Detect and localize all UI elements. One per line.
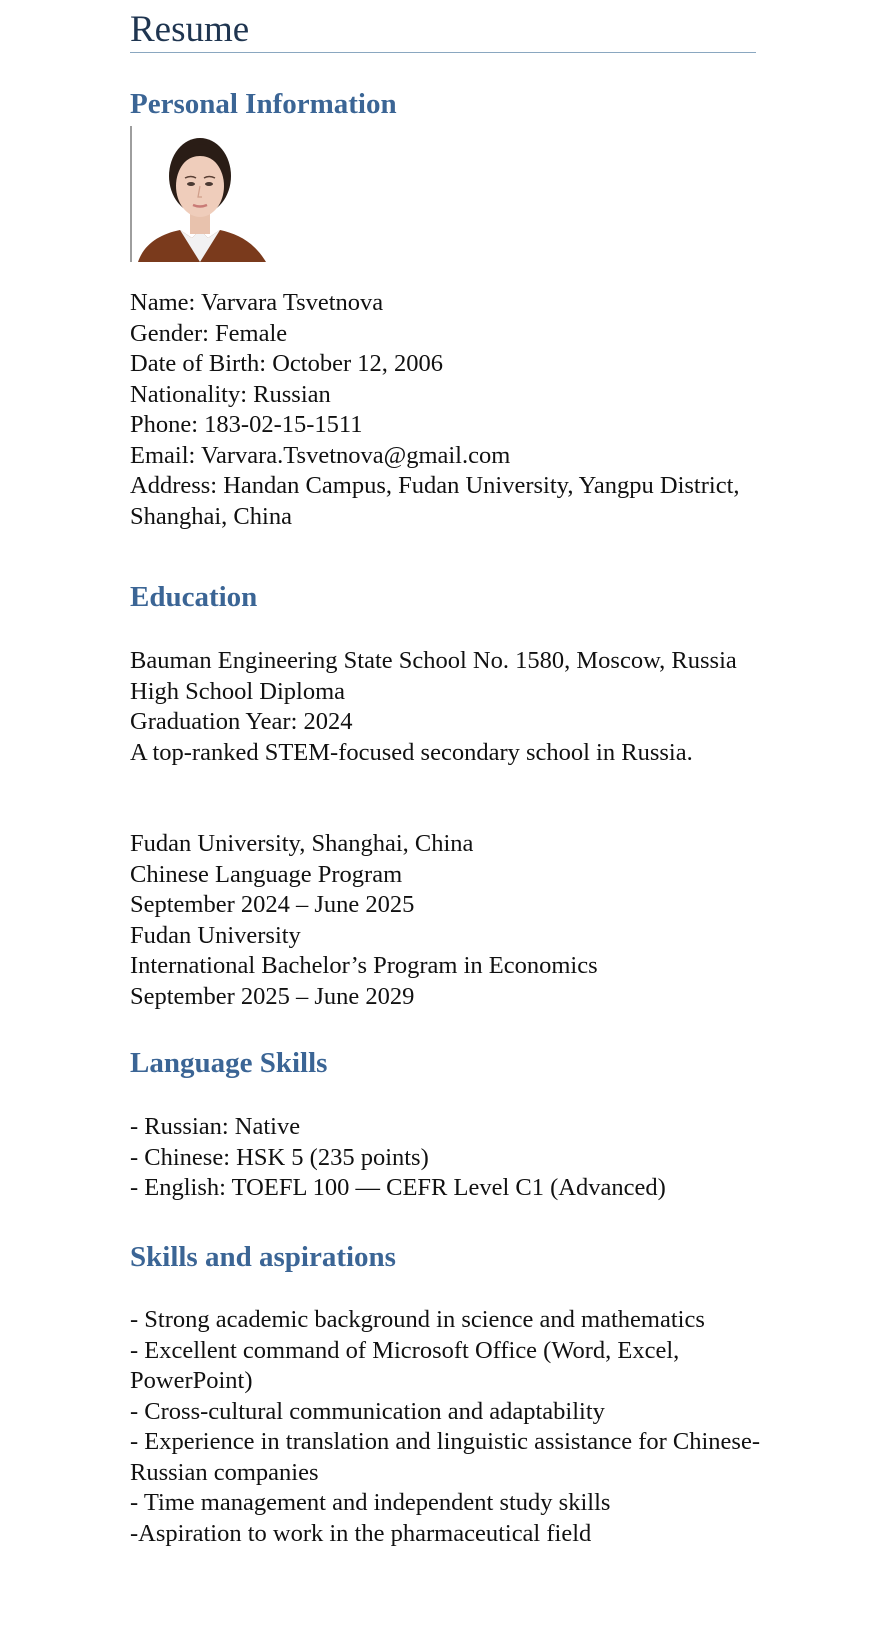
school-description: A top-ranked STEM-focused secondary school in Russia.: [130, 738, 693, 766]
address-line: Address: Handan Campus, Fudan University, Yangpu District, Shanghai, China: [130, 472, 740, 530]
school-graduation: Graduation Year: 2024: [130, 708, 353, 735]
personal-info-heading: Personal Information: [130, 88, 397, 120]
language-item: - English: TOEFL 100 — CEFR Level C1 (Advanced): [130, 1174, 666, 1201]
language-item: - Chinese: HSK 5 (235 points): [130, 1143, 429, 1171]
skills-list: [130, 1305, 760, 1549]
university-name-2: Fudan University: [130, 921, 301, 949]
skill-item: - Cross-cultural communication and adaptability: [130, 1397, 605, 1425]
language-item: - Russian: Native: [130, 1113, 301, 1140]
school-degree: High School Diploma: [130, 677, 346, 705]
skill-item: -Aspiration to work in the pharmaceutical field: [130, 1519, 592, 1547]
university-period-1: September 2024 – June 2025: [130, 891, 415, 918]
personal-details: [130, 288, 760, 532]
language-list: [130, 1112, 760, 1204]
name-line: Name: Varvara Tsvetnova: [130, 289, 384, 316]
email-line: Email: Varvara.Tsvetnova@gmail.com: [130, 441, 511, 469]
skill-item: - Time management and independent study skills: [130, 1489, 611, 1516]
university-period-2: September 2025 – June 2029: [130, 982, 415, 1010]
skill-item: - Excellent command of Microsoft Office (Word, Excel, PowerPoint): [130, 1336, 680, 1394]
education-university: [130, 829, 760, 1012]
phone-line: Phone: 183-02-15-1511: [130, 411, 363, 438]
education-heading: Education: [130, 581, 258, 613]
school-name: Bauman Engineering State School No. 1580, Moscow, Russia: [130, 647, 737, 674]
nationality-line: Nationality: Russian: [130, 380, 331, 408]
gender-line: Gender: Female: [130, 319, 288, 347]
university-program-1: Chinese Language Program: [130, 860, 403, 888]
document-title: Resume: [130, 9, 250, 50]
skill-item: - Strong academic background in science and mathematics: [130, 1306, 705, 1333]
education-school: [130, 646, 760, 768]
skills-heading: Skills and aspirations: [130, 1241, 396, 1273]
university-name: Fudan University, Shanghai, China: [130, 830, 474, 857]
dob-line: Date of Birth: October 12, 2006: [130, 350, 443, 377]
skill-item: - Experience in translation and linguistic assistance for Chinese-Russian companies: [130, 1428, 761, 1486]
university-program-2: International Bachelor’s Program in Economics: [130, 952, 598, 979]
profile-photo: [130, 126, 268, 262]
language-skills-heading: Language Skills: [130, 1047, 328, 1079]
title-divider: [130, 52, 756, 53]
